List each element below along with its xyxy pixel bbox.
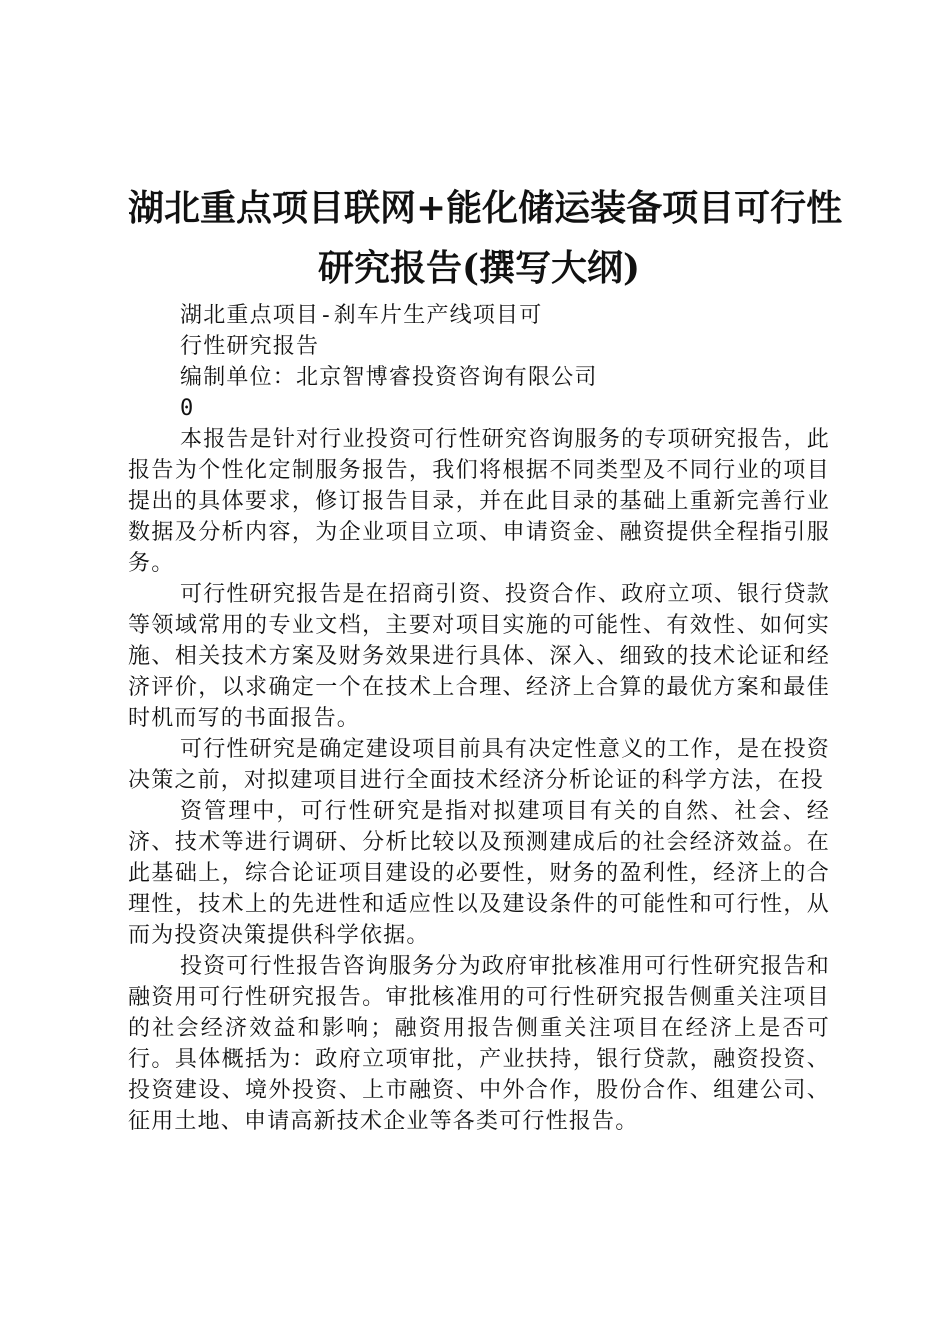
- subtitle-line-2: 行性研究报告: [180, 334, 320, 359]
- document-body: [128, 300, 830, 1137]
- paragraph-2: 可行性研究报告是在招商引资、投资合作、政府立项、银行贷款等领域常用的专业文档，主要对项目实施的可能性、有效性、如何实施、相关技术方案及财务效果进行具体、深入、细致的技术论证和经济评价，以求确定一个在技术上合理、经济上合算的最优方案和最佳时机而写的书面报告。: [128, 582, 830, 731]
- paragraph-4: 资管理中，可行性研究是指对拟建项目有关的自然、社会、经济、技术等进行调研、分析比较以及预测建成后的社会经济效益。在此基础上，综合论证项目建设的必要性，财务的盈利性，经济上的合理性，技术上的先进性和适应性以及建设条件的可能性和可行性，从而为投资决策提供科学依据。: [128, 799, 830, 948]
- paragraph-3: 可行性研究是确定建设项目前具有决定性意义的工作，是在投资决策之前，对拟建项目进行全面技术经济分析论证的科学方法，在投: [128, 737, 830, 793]
- title-line-2: 研究报告(撰写大纲): [317, 247, 641, 289]
- paragraph-1: 本报告是针对行业投资可行性研究咨询服务的专项研究报告，此报告为个性化定制服务报告，我们将根据不同类型及不同行业的项目提出的具体要求，修订报告目录，并在此目录的基础上重新完善行业数据及分析内容，为企业项目立项、申请资金、融资提供全程指引服务。: [128, 427, 830, 576]
- paragraph-5: 投资可行性报告咨询服务分为政府审批核准用可行性研究报告和融资用可行性研究报告。审批核准用的可行性研究报告侧重关注项目的社会经济效益和影响；融资用报告侧重关注项目在经济上是否可行。具体概括为：政府立项审批，产业扶持，银行贷款，融资投资、投资建设、境外投资、上市融资、中外合作，股份合作、组建公司、征用土地、申请高新技术企业等各类可行性报告。: [128, 954, 830, 1134]
- subtitle-line-1: 湖北重点项目-刹车片生产线项目可: [180, 303, 543, 328]
- document-title: [128, 178, 843, 298]
- page-marker: 0: [180, 396, 195, 421]
- title-line-1: 湖北重点项目联网+能化储运装备项目可行性: [128, 187, 843, 229]
- compiler-unit: 编制单位：北京智博睿投资咨询有限公司: [180, 365, 598, 390]
